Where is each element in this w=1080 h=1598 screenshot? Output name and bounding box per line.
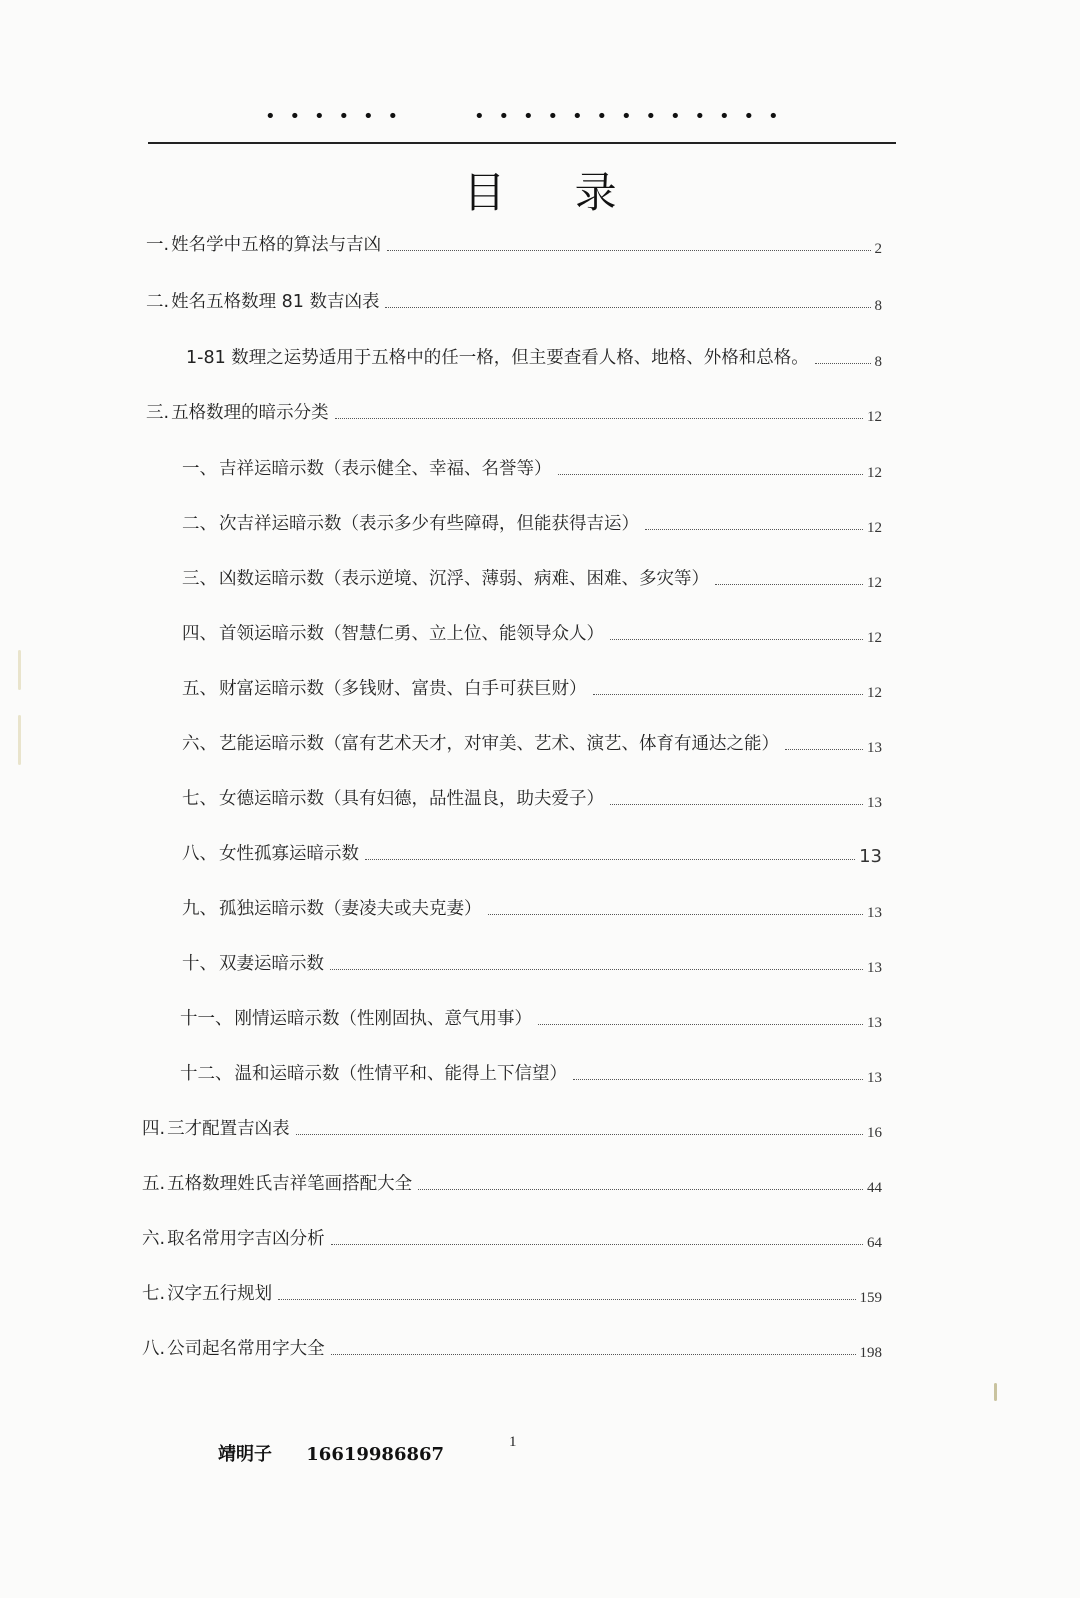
toc-subentry-5[interactable] bbox=[182, 670, 882, 700]
toc-entry-3[interactable] bbox=[146, 394, 882, 424]
header-rule bbox=[148, 142, 896, 144]
toc-entry-2[interactable] bbox=[146, 283, 882, 313]
toc-entry-number: 十、 bbox=[182, 954, 217, 974]
page-title: 目 录 bbox=[463, 168, 645, 217]
toc-entry-page: 13 bbox=[867, 905, 882, 921]
toc-entry-number: 九、 bbox=[182, 899, 217, 919]
toc-dot-leader bbox=[278, 1299, 855, 1300]
toc-entry-title: 公司起名常用字大全 bbox=[167, 1339, 325, 1359]
toc-entry-title: 首领运暗示数（智慧仁勇、立上位、能领导众人） bbox=[219, 624, 604, 644]
toc-entry-page: 13 bbox=[859, 846, 882, 867]
toc-dot-leader bbox=[488, 914, 864, 915]
toc-dot-leader bbox=[558, 474, 864, 475]
toc-entry-title: 五格数理姓氏吉祥笔画搭配大全 bbox=[167, 1174, 413, 1194]
toc-entry-page: 12 bbox=[867, 409, 882, 425]
header-dot: • bbox=[767, 106, 779, 127]
toc-entry-page: 12 bbox=[867, 630, 882, 646]
toc-entry-number: 五. bbox=[142, 1174, 166, 1194]
toc-entry-number: 十二、 bbox=[180, 1064, 233, 1084]
header-dot: • bbox=[571, 106, 583, 127]
toc-subentry-9[interactable] bbox=[182, 890, 882, 920]
toc-entry-title: 艺能运暗示数（富有艺术天才，对审美、艺术、演艺、体育有通达之能） bbox=[219, 734, 779, 754]
header-dot: • bbox=[596, 106, 608, 127]
header-dots-right bbox=[467, 108, 786, 126]
toc-entry-page: 13 bbox=[867, 740, 882, 756]
toc-subentry-1[interactable] bbox=[182, 450, 882, 480]
toc-entry-title: 温和运暗示数（性情平和、能得上下信望） bbox=[234, 1064, 567, 1084]
toc-subentry-8[interactable] bbox=[182, 835, 882, 865]
toc-entry-title: 三才配置吉凶表 bbox=[167, 1119, 290, 1139]
toc-subentry-2[interactable] bbox=[182, 505, 882, 535]
toc-dot-leader bbox=[538, 1024, 863, 1025]
toc-entry-page: 12 bbox=[867, 685, 882, 701]
toc-dot-leader bbox=[645, 529, 863, 530]
toc-entry-number: 六. bbox=[142, 1229, 166, 1249]
toc-subentry-3[interactable] bbox=[182, 560, 882, 590]
toc-entry-title: 女性孤寡运暗示数 bbox=[219, 844, 359, 864]
toc-dot-leader bbox=[593, 694, 864, 695]
toc-entry-4[interactable] bbox=[142, 1110, 882, 1140]
toc-entry-page: 8 bbox=[874, 298, 882, 314]
toc-entry-page: 2 bbox=[874, 241, 882, 257]
toc-entry-2-sub[interactable] bbox=[184, 339, 882, 369]
scan-speck-left-lower bbox=[18, 715, 21, 765]
toc-entry-number: 七. bbox=[142, 1284, 166, 1304]
toc-dot-leader bbox=[610, 639, 863, 640]
toc-subentry-6[interactable] bbox=[182, 725, 882, 755]
toc-entry-title: 汉字五行规划 bbox=[167, 1284, 273, 1304]
toc-entry-1[interactable] bbox=[146, 226, 882, 256]
toc-entry-title: 吉祥运暗示数（表示健全、幸福、名誉等） bbox=[219, 459, 552, 479]
scan-speck-right bbox=[994, 1383, 997, 1401]
toc-subentry-10[interactable] bbox=[182, 945, 882, 975]
toc-entry-6[interactable] bbox=[142, 1220, 882, 1250]
toc-entry-number: 八、 bbox=[182, 844, 217, 864]
toc-entry-title: 双妻运暗示数 bbox=[219, 954, 324, 974]
header-dot: • bbox=[264, 106, 276, 127]
toc-entry-page: 198 bbox=[859, 1345, 882, 1361]
toc-dot-leader bbox=[715, 584, 863, 585]
toc-entry-number: 十一、 bbox=[180, 1009, 233, 1029]
toc-dot-leader bbox=[573, 1079, 863, 1080]
header-dot: • bbox=[498, 106, 510, 127]
toc-entry-number: 五、 bbox=[182, 679, 217, 699]
header-dot: • bbox=[338, 106, 350, 127]
header-dot: • bbox=[522, 106, 534, 127]
toc-entry-page: 16 bbox=[867, 1125, 882, 1141]
toc-entry-number: 四、 bbox=[182, 624, 217, 644]
scan-speck-left bbox=[18, 650, 21, 690]
toc-entry-page: 159 bbox=[859, 1290, 882, 1306]
toc-subentry-11[interactable] bbox=[180, 1000, 882, 1030]
toc-dot-leader bbox=[387, 250, 870, 251]
toc-entry-page: 8 bbox=[874, 354, 882, 370]
footer-signature bbox=[218, 1440, 444, 1466]
header-dot: • bbox=[694, 106, 706, 127]
toc-entry-number: 七、 bbox=[182, 789, 217, 809]
toc-dot-leader bbox=[331, 1244, 863, 1245]
author-name: 靖明子 bbox=[218, 1444, 272, 1465]
toc-entry-number: 二. bbox=[146, 292, 170, 312]
toc-entry-page: 12 bbox=[867, 520, 882, 536]
header-dot: • bbox=[718, 106, 730, 127]
toc-entry-title: 次吉祥运暗示数（表示多少有些障碍，但能获得吉运） bbox=[219, 514, 639, 534]
toc-entry-page: 13 bbox=[867, 960, 882, 976]
toc-entry-number: 四. bbox=[142, 1119, 166, 1139]
toc-dot-leader bbox=[815, 363, 871, 364]
toc-dot-leader bbox=[385, 307, 870, 308]
toc-dot-leader bbox=[335, 418, 863, 419]
header-dot: • bbox=[547, 106, 559, 127]
toc-entry-title: 姓名学中五格的算法与吉凶 bbox=[171, 235, 382, 255]
header-dot: • bbox=[645, 106, 657, 127]
toc-entry-title: 1-81 数理之运势适用于五格中的任一格，但主要查看人格、地格、外格和总格。 bbox=[186, 348, 809, 368]
toc-subentry-4[interactable] bbox=[182, 615, 882, 645]
toc-entry-page: 13 bbox=[867, 1070, 882, 1086]
page-number: 1 bbox=[509, 1434, 517, 1450]
toc-entry-title: 女德运暗示数（具有妇德，品性温良，助夫爱子） bbox=[219, 789, 604, 809]
toc-dot-leader bbox=[610, 804, 863, 805]
toc-subentry-12[interactable] bbox=[180, 1055, 882, 1085]
toc-entry-number: 一、 bbox=[182, 459, 217, 479]
header-dot: • bbox=[313, 106, 325, 127]
toc-entry-7[interactable] bbox=[142, 1275, 882, 1305]
toc-entry-title: 取名常用字吉凶分析 bbox=[167, 1229, 325, 1249]
toc-entry-5[interactable] bbox=[142, 1165, 882, 1195]
toc-entry-page: 44 bbox=[867, 1180, 882, 1196]
toc-subentry-7[interactable] bbox=[182, 780, 882, 810]
header-dot: • bbox=[620, 106, 632, 127]
toc-entry-number: 一. bbox=[146, 235, 170, 255]
header-dot: • bbox=[669, 106, 681, 127]
header-dot: • bbox=[362, 106, 374, 127]
toc-entry-page: 64 bbox=[867, 1235, 882, 1251]
toc-entry-title: 刚情运暗示数（性刚固执、意气用事） bbox=[234, 1009, 532, 1029]
toc-entry-title: 五格数理的暗示分类 bbox=[171, 403, 329, 423]
toc-entry-page: 12 bbox=[867, 575, 882, 591]
toc-entry-number: 三、 bbox=[182, 569, 217, 589]
header-dots-left bbox=[258, 108, 405, 126]
toc-entry-number: 三. bbox=[146, 403, 170, 423]
toc-dot-leader bbox=[331, 1354, 856, 1355]
toc-entry-number: 二、 bbox=[182, 514, 217, 534]
toc-entry-number: 八. bbox=[142, 1339, 166, 1359]
toc-dot-leader bbox=[785, 749, 863, 750]
toc-dot-leader bbox=[330, 969, 863, 970]
header-dot: • bbox=[743, 106, 755, 127]
toc-entry-8[interactable] bbox=[142, 1330, 882, 1360]
toc-dot-leader bbox=[296, 1134, 863, 1135]
header-dot: • bbox=[289, 106, 301, 127]
toc-entry-page: 13 bbox=[867, 795, 882, 811]
toc-dot-leader bbox=[365, 859, 855, 860]
toc-dot-leader bbox=[418, 1189, 863, 1190]
toc-entry-number: 六、 bbox=[182, 734, 217, 754]
toc-entry-title: 凶数运暗示数（表示逆境、沉浮、薄弱、病难、困难、多灾等） bbox=[219, 569, 709, 589]
header-dot: • bbox=[387, 106, 399, 127]
phone-number: 16619986867 bbox=[306, 1444, 445, 1465]
toc-entry-page: 12 bbox=[867, 465, 882, 481]
toc-entry-title: 姓名五格数理 81 数吉凶表 bbox=[171, 292, 380, 312]
header-dot: • bbox=[473, 106, 485, 127]
toc-entry-title: 孤独运暗示数（妻凌夫或夫克妻） bbox=[219, 899, 482, 919]
toc-entry-title: 财富运暗示数（多钱财、富贵、白手可获巨财） bbox=[219, 679, 587, 699]
toc-entry-page: 13 bbox=[867, 1015, 882, 1031]
